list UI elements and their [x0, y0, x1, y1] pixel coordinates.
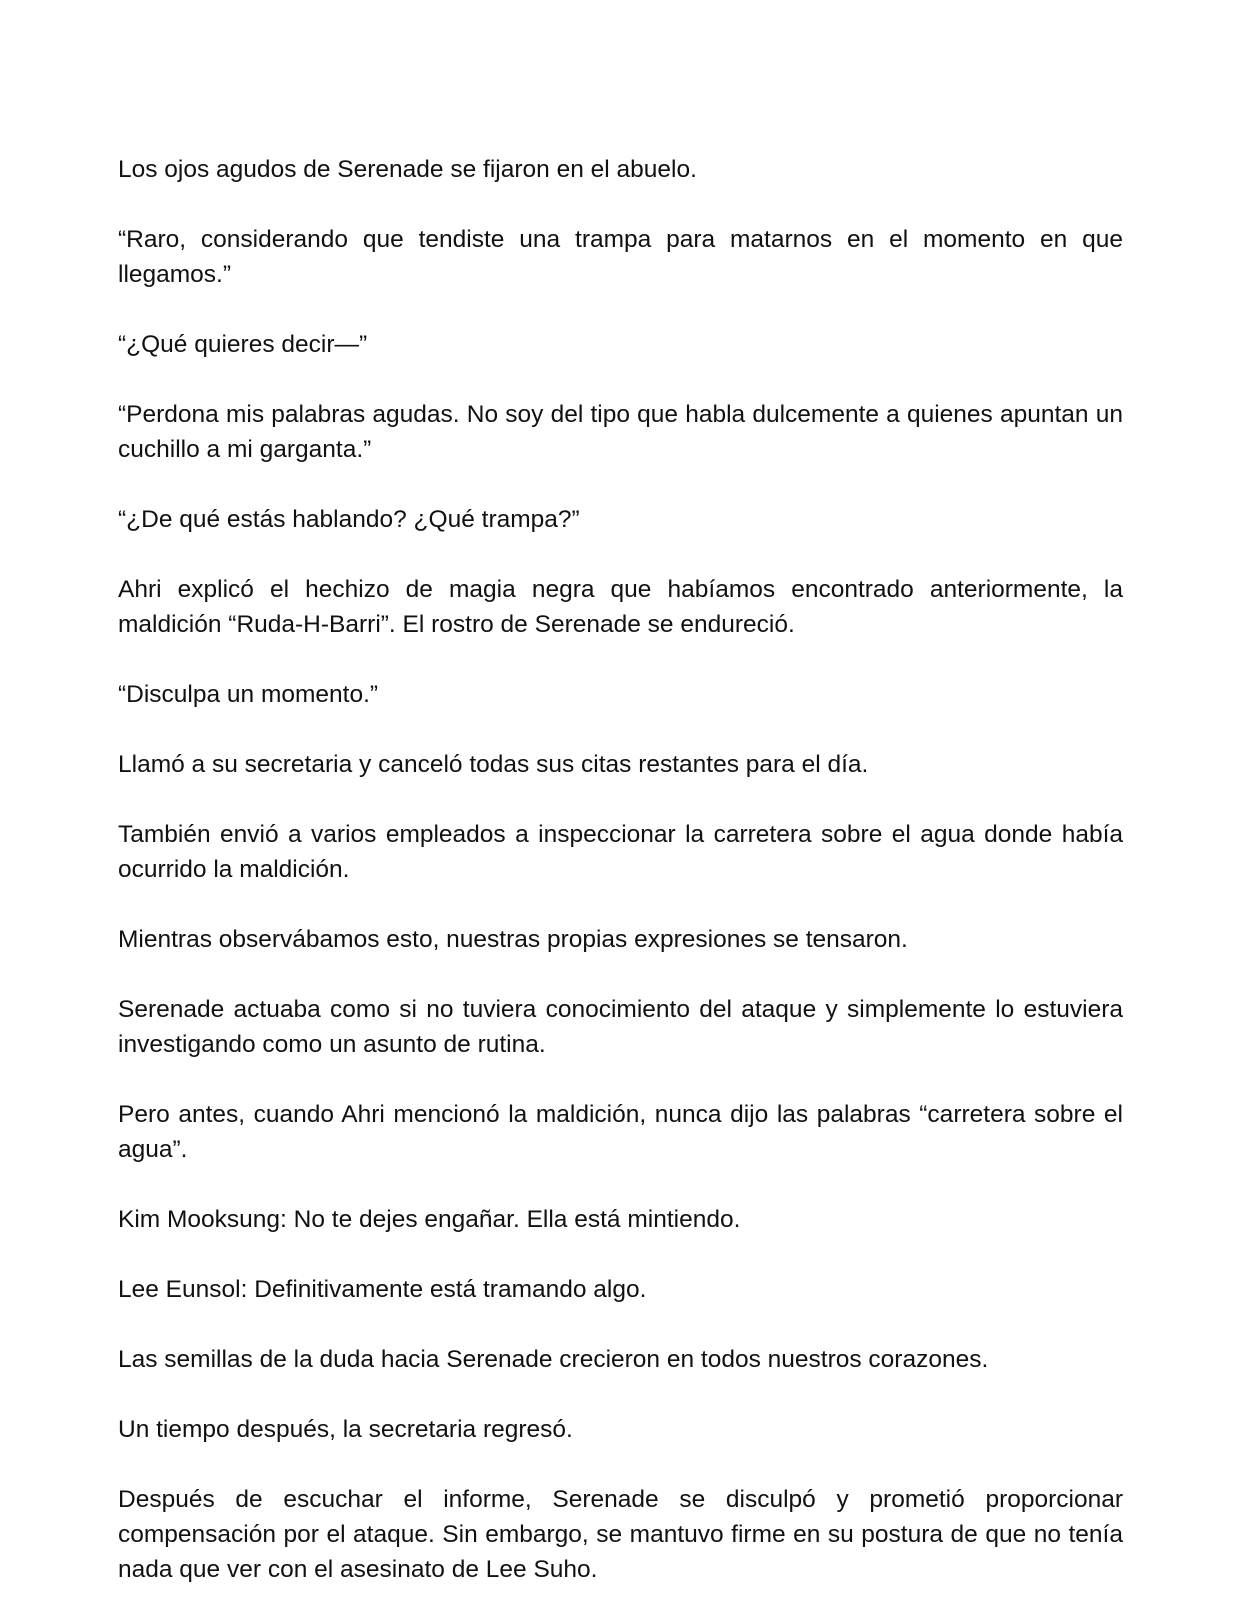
paragraph: Lee Eunsol: Definitivamente está tramando algo. [118, 1276, 647, 1303]
paragraph: “Disculpa un momento.” [118, 681, 379, 708]
paragraph: Los ojos agudos de Serenade se fijaron en el abuelo. [118, 156, 697, 183]
document-page [118, 152, 1123, 1587]
paragraph: Después de escuchar el informe, Serenade se disculpó y prometió proporcionar compensación por el ataque. Sin embargo, se mantuvo firme en su postura de que no tenía nada que ver con el asesinato de Lee Suho. [118, 1486, 1123, 1583]
paragraph: Serenade actuaba como si no tuviera conocimiento del ataque y simplemente lo estuviera investigando como un asunto de rutina. [118, 996, 1123, 1058]
paragraph: Ahri explicó el hechizo de magia negra que habíamos encontrado anteriormente, la maldición “Ruda-H-Barri”. El rostro de Serenade se endureció. [118, 576, 1123, 638]
paragraph: Kim Mooksung: No te dejes engañar. Ella está mintiendo. [118, 1206, 741, 1233]
paragraph: Un tiempo después, la secretaria regresó. [118, 1416, 573, 1443]
paragraph: “Raro, considerando que tendiste una trampa para matarnos en el momento en que llegamos.” [118, 226, 1123, 288]
paragraph: “Perdona mis palabras agudas. No soy del tipo que habla dulcemente a quienes apuntan un cuchillo a mi garganta.” [118, 401, 1123, 463]
paragraph: Pero antes, cuando Ahri mencionó la maldición, nunca dijo las palabras “carretera sobre el agua”. [118, 1101, 1123, 1163]
paragraph: Mientras observábamos esto, nuestras propias expresiones se tensaron. [118, 926, 908, 953]
paragraph: También envió a varios empleados a inspeccionar la carretera sobre el agua donde había ocurrido la maldición. [118, 821, 1123, 883]
paragraph: “¿De qué estás hablando? ¿Qué trampa?” [118, 506, 580, 533]
paragraph: Llamó a su secretaria y canceló todas sus citas restantes para el día. [118, 751, 869, 778]
paragraph: Las semillas de la duda hacia Serenade crecieron en todos nuestros corazones. [118, 1346, 989, 1373]
paragraph: “¿Qué quieres decir—” [118, 331, 368, 358]
